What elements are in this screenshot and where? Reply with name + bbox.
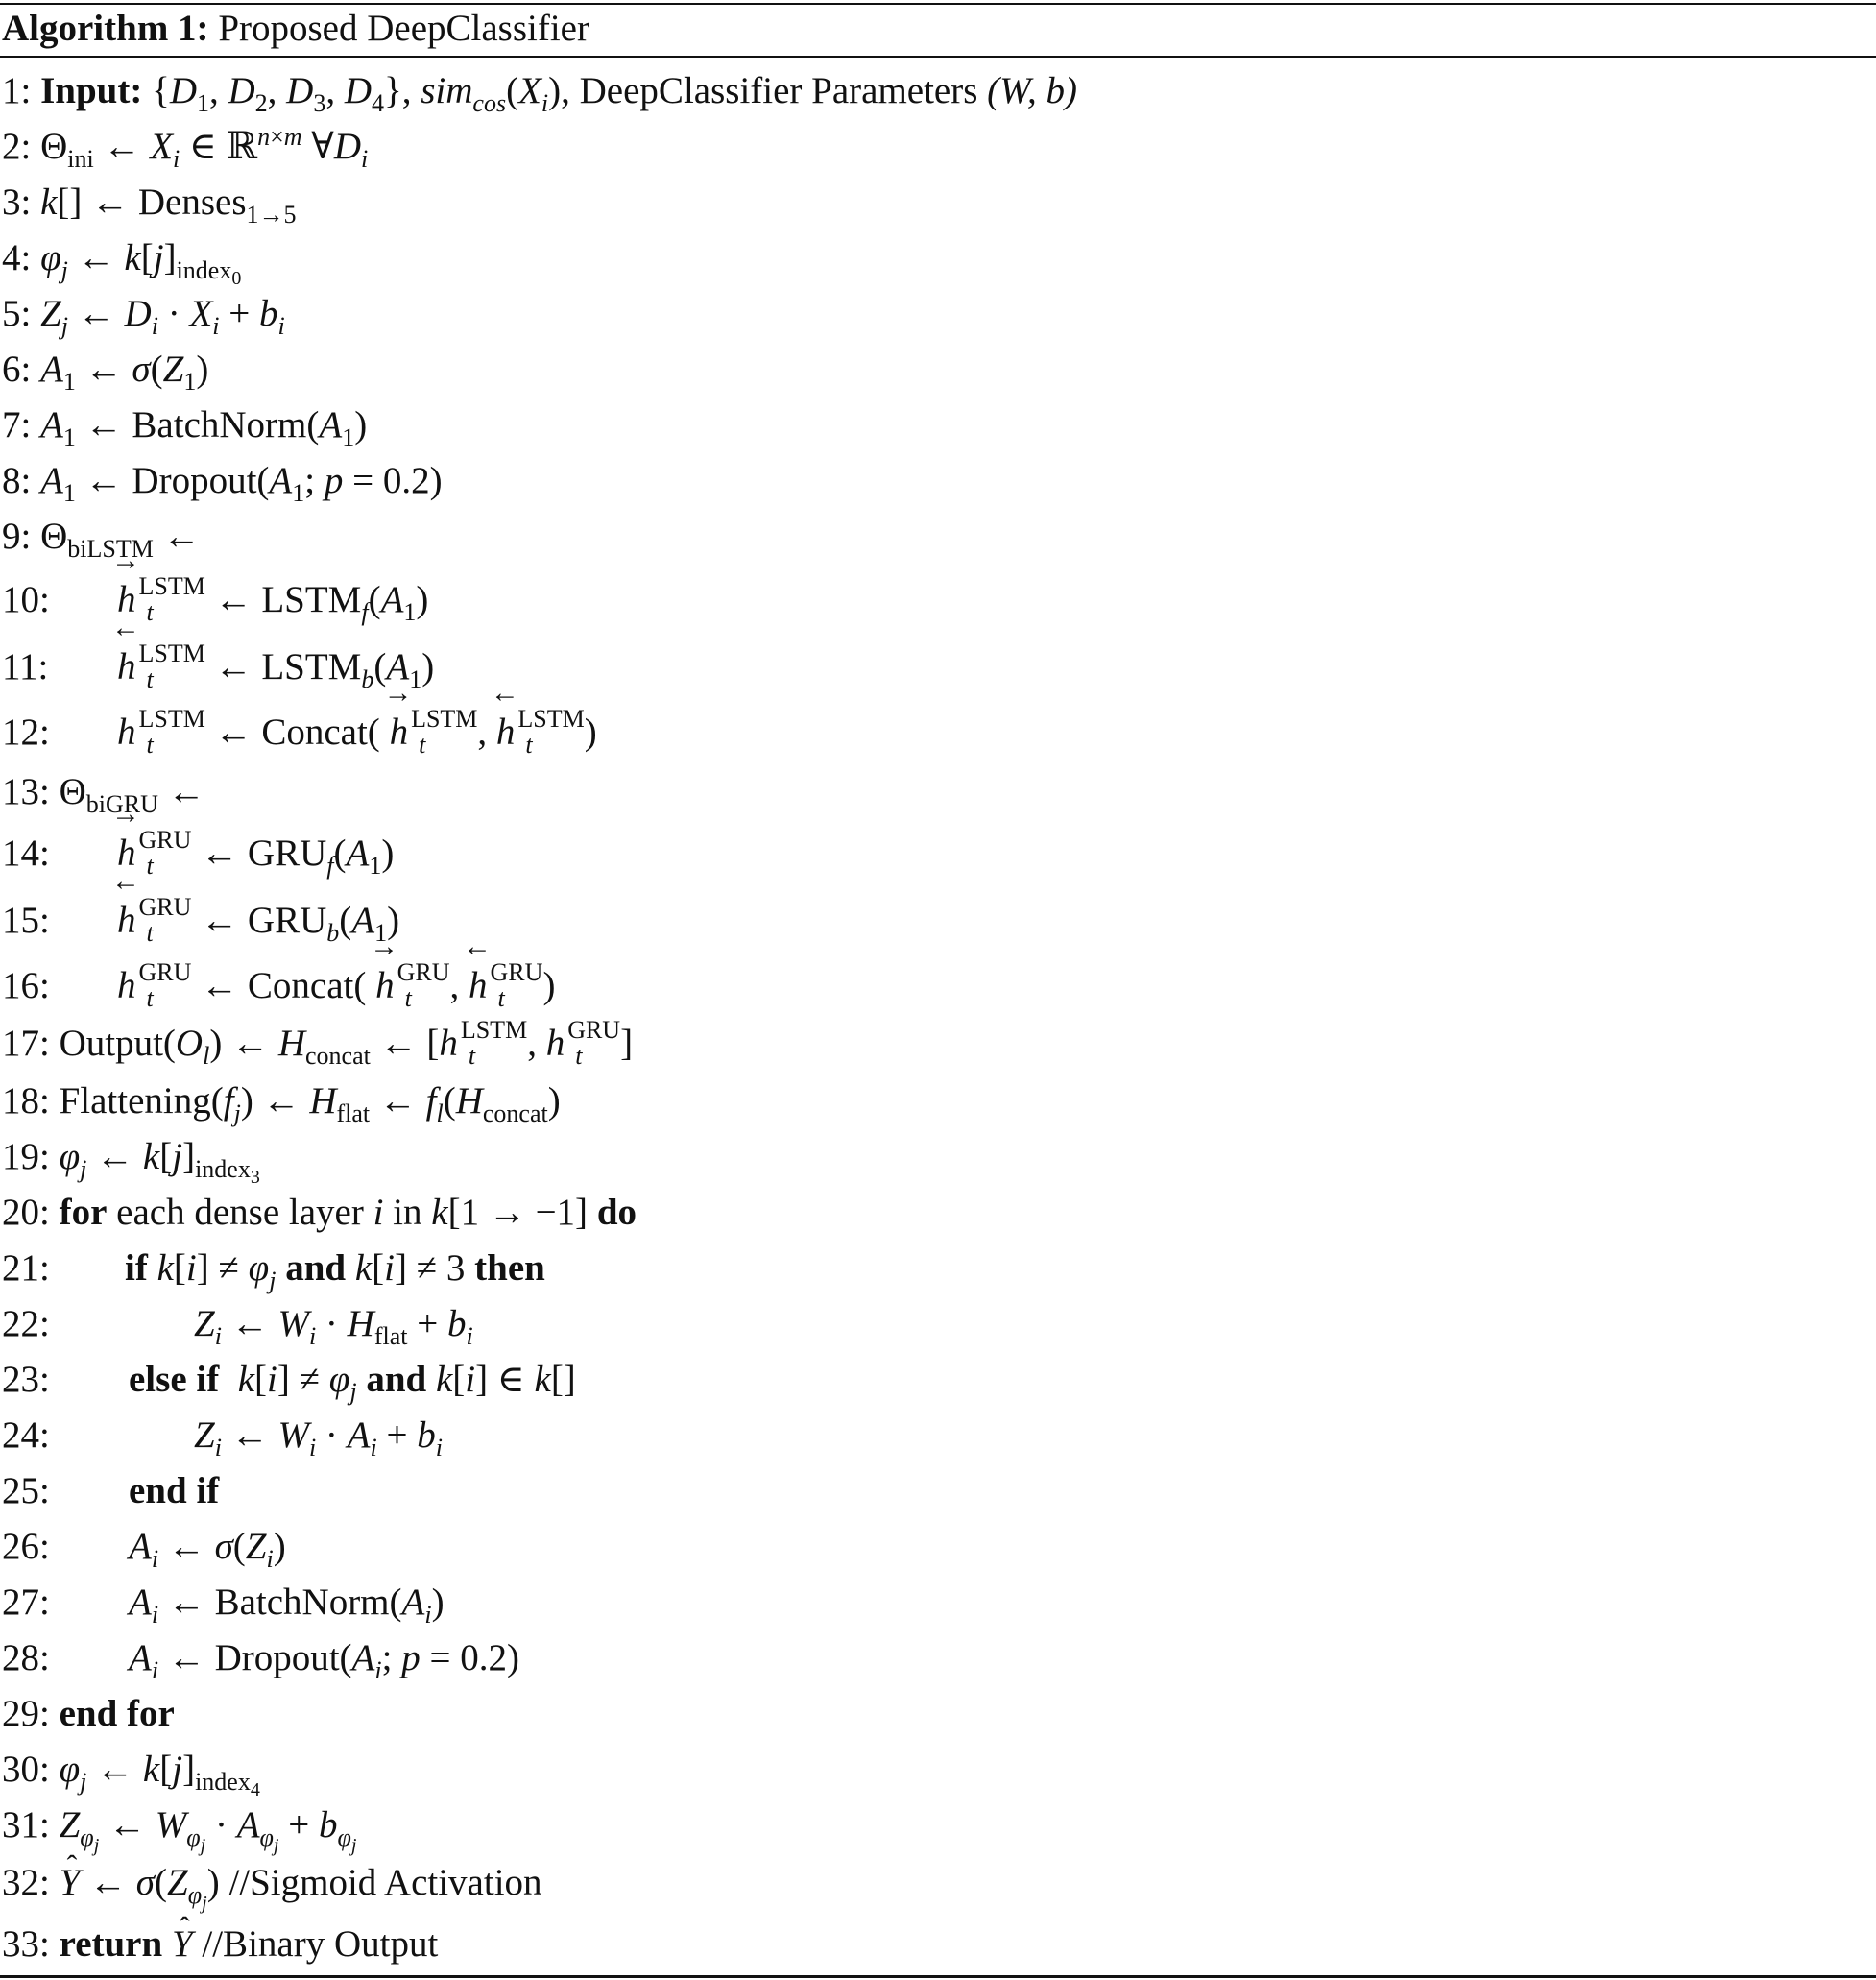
line-number: 29: [2,1693,50,1734]
line-code: $Z_i$ ← $W_i \cdot A_i + b_i$ [194,1414,443,1461]
line-code: h GRU t ← Concat( → h GRU t , ← h GRU t ) [117,958,555,1014]
line-code: $k[i] \ne \varphi_j$ and k[i] ≠ 3 [156,1247,466,1294]
line-number: 1: [2,70,32,111]
line-code: → h GRU t ← $GRU_f(A_1)$ [117,826,394,881]
line-number: 11: [2,646,49,688]
keyword-else-if: else if [129,1359,220,1400]
line-code: $A_1$ ← $BatchNorm(A_1)$ [40,404,368,451]
line-6 [2,342,208,398]
line-26 [2,1519,286,1575]
line-number: 9: [2,516,32,557]
keyword-input: Input: [40,70,143,111]
line-code: $\varphi_j$ ← $k[j]_{index_3}$ [59,1136,260,1188]
line-28 [2,1630,519,1686]
line-number: 26: [2,1526,50,1567]
bottom-rule [0,1975,1876,1978]
line-code: $Z_i$ ← $W_i \cdot H_{flat} + b_i$ [194,1303,473,1350]
keyword-return: return [59,1923,163,1965]
line-20 [2,1185,637,1241]
line-32 [2,1855,542,1914]
line-number: 23: [2,1359,50,1400]
line-number: 4: [2,237,32,278]
line-31 [2,1798,357,1856]
line-number: 21: [2,1247,50,1289]
line-number: 16: [2,965,50,1006]
line-10 [2,571,429,628]
keyword-if: if [125,1247,148,1289]
line-code: $Flattening(f_j)$ ← $H_{flat}$ ← $f_l(H_{concat})$ [59,1080,561,1127]
line-number: 5: [2,293,32,334]
algorithm-title: Proposed DeepClassifier [218,8,589,49]
keyword-end-if: end if [129,1470,220,1511]
line-number: 33: [2,1923,50,1965]
line-17 [2,1016,633,1072]
line-24 [2,1408,443,1463]
line-code: $A_i$ ← $\sigma(Z_i)$ [129,1526,286,1573]
line-30 [2,1742,260,1798]
line-number: 2: [2,126,32,167]
comment-binary: //Binary Output [202,1923,439,1965]
line-number: 6: [2,349,32,390]
line-number: 13: [2,771,50,812]
algorithm-caption [2,2,589,56]
line-code: each dense layer i in k[1 → −1] [116,1192,589,1233]
line-code: ← h LSTM t ← $LSTM_b(A_1)$ [117,640,434,695]
line-code: $A_1$ ← $\sigma(Z_1)$ [40,349,209,396]
line-33 [2,1917,438,1972]
line-code: k[] ← Denses$_{1\to 5}$ [40,181,297,229]
line-number: 19: [2,1136,50,1177]
line-code: $\Theta_{biLSTM}$ ← [40,516,201,563]
line-7 [2,398,367,453]
line-13 [2,764,205,820]
line-number: 27: [2,1582,50,1623]
keyword-do: do [596,1192,637,1233]
line-code: h LSTM t ← Concat( → h LSTM t , ← h LSTM t ) [117,705,597,761]
line-code: $A_i$ ← $Dropout(A_i$; p = 0.2) [129,1637,519,1684]
line-29 [2,1686,175,1742]
line-11 [2,639,435,695]
line-16 [2,957,556,1014]
keyword-end-for: end for [59,1693,175,1734]
line-code: $A_i$ ← $BatchNorm(A_i)$ [129,1582,445,1629]
line-number: 22: [2,1303,50,1344]
line-code: $Z_{\varphi_j}$ ← $W_{\varphi_j} \cdot A_{\varphi_j} + b_{\varphi_j}$ [59,1804,357,1856]
line-5 [2,286,285,342]
line-number: 20: [2,1192,50,1233]
line-number: 3: [2,181,32,223]
line-23 [2,1352,576,1408]
line-code: $\Theta_{biGRU}$ ← [59,771,205,818]
line-number: 14: [2,833,50,874]
line-number: 28: [2,1637,50,1678]
algorithm-label: Algorithm 1: [2,8,209,49]
line-2 [2,119,368,175]
line-code: ˆ Y [172,1923,193,1965]
line-number: 24: [2,1414,50,1456]
line-number: 18: [2,1080,50,1122]
line-3 [2,175,297,230]
line-code: ← h GRU t ← $GRU_b(A_1)$ [117,893,399,949]
line-code: {$D_1$, $D_2$, $D_3$, $D_4$}, $sim_{cos}(X_i)$, DeepClassifier Parameters (W, b) [152,70,1078,117]
line-27 [2,1575,445,1630]
line-14 [2,825,395,881]
line-number: 30: [2,1749,50,1790]
line-9 [2,509,201,565]
comment-sigmoid: //Sigmoid Activation [228,1862,542,1903]
header-rule [0,56,1876,58]
line-25 [2,1463,220,1519]
line-15 [2,892,400,949]
line-4 [2,230,242,289]
line-code: ˆ Y ← $\sigma(Z_{\varphi_j})$ [60,1862,220,1903]
line-19 [2,1129,260,1188]
line-code: $Output(O_l)$ ← $H_{concat}$ ← [h LSTM t , h GRU t ] [59,1015,634,1071]
line-18 [2,1074,561,1129]
line-number: 7: [2,404,32,446]
line-1 [2,63,1077,119]
line-number: 15: [2,900,50,941]
line-number: 17: [2,1023,50,1064]
keyword-then: then [474,1247,545,1289]
line-21 [2,1241,545,1296]
line-code: $k[i] \ne \varphi_j$ and k[i] ∈ k[] [237,1359,576,1406]
line-22 [2,1296,473,1352]
line-code: → h LSTM t ← $LSTM_f(A_1)$ [117,572,428,628]
line-code: $A_1$ ← $Dropout(A_1$; p = 0.2) [40,460,443,507]
line-number: 25: [2,1470,50,1511]
line-number: 32: [2,1862,50,1903]
line-number: 8: [2,460,32,501]
line-code: $\Theta_{ini}$ ← $X_i$ ∈ ℝ$^{n\times m}$ $\forall D_i$ [40,123,369,173]
line-code: $\varphi_j$ ← $k[j]_{index_0}$ [40,237,242,289]
line-number: 31: [2,1804,50,1846]
line-number: 10: [2,579,50,620]
line-code: $\varphi_j$ ← $k[j]_{index_4}$ [59,1749,260,1800]
line-number: 12: [2,712,50,753]
line-8 [2,453,443,509]
line-code: $Z_j$ ← $D_i \cdot X_i + b_i$ [40,293,285,340]
keyword-for: for [59,1192,108,1233]
line-12 [2,704,597,761]
